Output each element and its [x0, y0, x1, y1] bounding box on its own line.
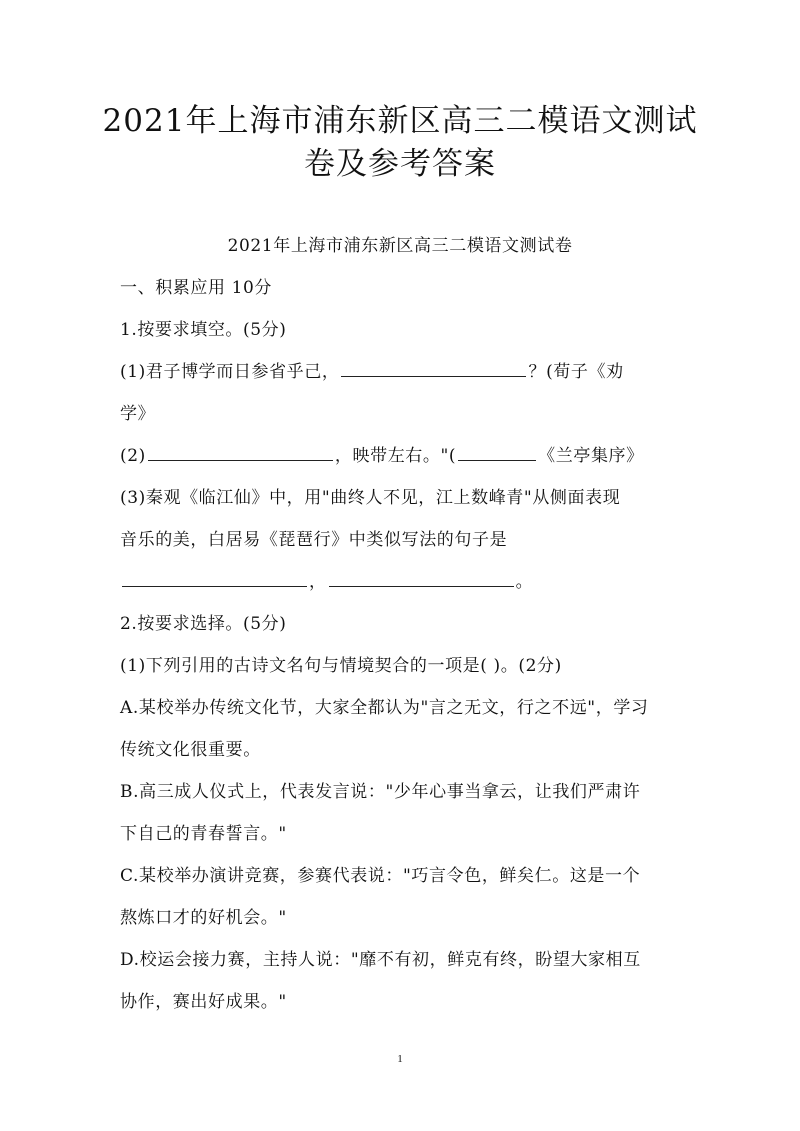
option-a-line-2: 传统文化很重要。 [120, 740, 261, 760]
question-1-1-continued: 学》 [120, 404, 156, 424]
answer-blank [122, 571, 307, 587]
option-d-line-1: D.校运会接力赛，主持人说："靡不有初，鲜克有终，盼望大家相互 [120, 950, 641, 970]
answer-blank [341, 361, 526, 377]
section-1-heading: 一、积累应用 10分 [120, 278, 273, 298]
question-1-3-line-1: (3)秦观《临江仙》中，用"曲终人不见，江上数峰青"从侧面表现 [120, 488, 621, 508]
document-title-line-2: 卷及参考答案 [304, 146, 496, 182]
answer-blank [329, 571, 514, 587]
question-1-1 [120, 361, 700, 383]
question-1-2-text: ，映带左右。"( [334, 446, 457, 466]
period: 。 [515, 572, 534, 592]
question-1-3-line-2: 音乐的美，白居易《琵琶行》中类似写法的句子是 [120, 530, 508, 550]
exam-subtitle: 2021年上海市浦东新区高三二模语文测试卷 [227, 236, 573, 256]
question-1-1-text: (1)君子博学而日参省乎己， [120, 362, 340, 382]
option-a-line-1: A.某校举办传统文化节，大家全都认为"言之无文，行之不远"，学习 [120, 698, 649, 718]
question-1-2 [120, 445, 700, 467]
option-b-line-1: B.高三成人仪式上，代表发言说："少年心事当拿云，让我们严肃许 [120, 782, 641, 802]
question-1-heading: 1.按要求填空。(5分) [120, 320, 287, 340]
page-number: 1 [397, 1053, 403, 1065]
question-1-3-blanks [120, 571, 700, 593]
document-title-line-1: 2021年上海市浦东新区高三二模语文测试 [102, 103, 698, 139]
option-c-line-1: C.某校举办演讲竞赛，参赛代表说："巧言令色，鲜矣仁。这是一个 [120, 866, 641, 886]
question-1-1-source: ？(荀子《劝 [528, 362, 624, 382]
question-1-2-number: (2) [120, 446, 146, 466]
question-2-1-stem: (1)下列引用的古诗文名句与情境契合的一项是( )。(2分) [120, 656, 562, 676]
answer-blank [148, 445, 333, 461]
option-d-line-2: 协作，赛出好成果。" [120, 992, 287, 1012]
comma: ， [309, 572, 327, 592]
option-b-line-2: 下自己的青春誓言。" [120, 824, 287, 844]
answer-blank [458, 445, 536, 461]
option-c-line-2: 熬炼口才的好机会。" [120, 908, 287, 928]
question-2-heading: 2.按要求选择。(5分) [120, 614, 287, 634]
question-1-2-source: 《兰亭集序》 [538, 446, 644, 466]
